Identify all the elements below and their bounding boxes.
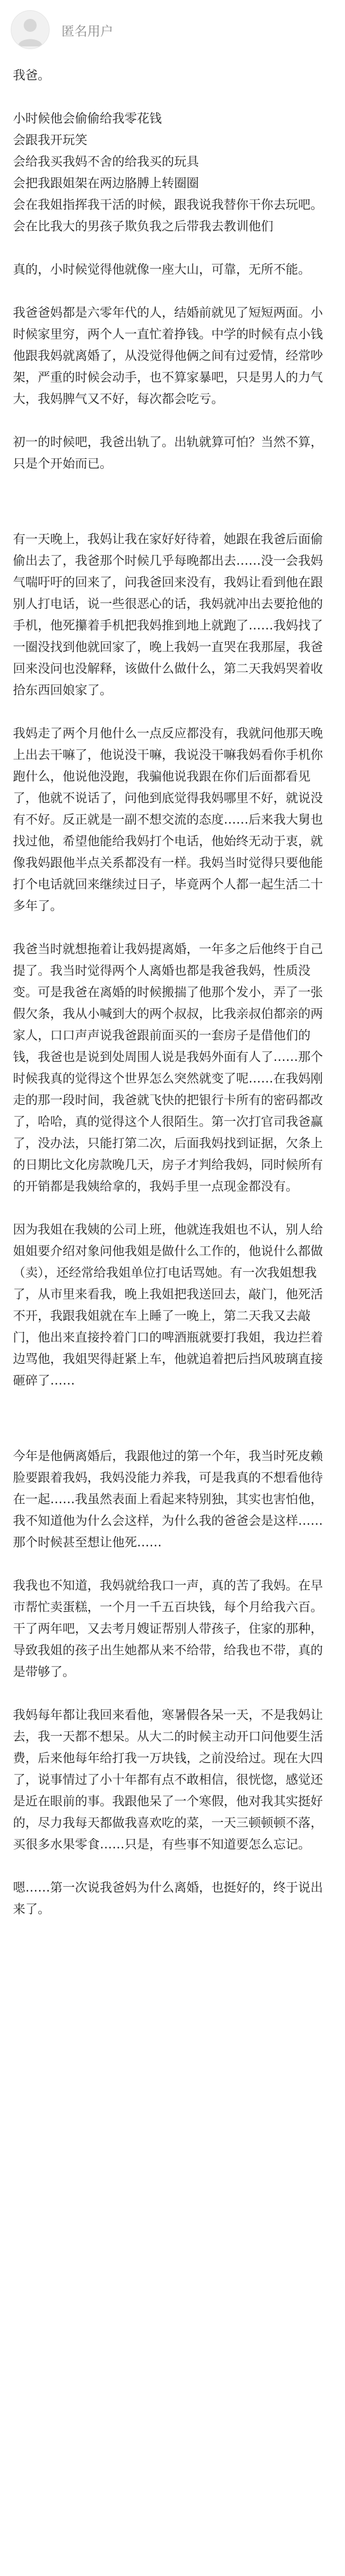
avatar[interactable] (11, 10, 50, 49)
two-months-paragraph: 我妈走了两个月他什么一点反应都没有，我就问他那天晚上出去干嘛了，他说没干嘛，我说没干嘛我妈看你手机你跑什么，他说他没跑，我骗他说我跟在你们后面都看见了，他就不说话了，问他到底觉得我妈哪里不好，就说没有不好。反正就是一副不想交流的态度……后来我大舅也找过他，希望他能给我妈打个电话，他始终无动于衷，就像我妈跟他半点关系都没有一样。我妈当时觉得只要他能打个电话就回来继续过日子，毕竟两个人都一起生活二十多年了。 (13, 727, 323, 913)
memory-line: 会在比我大的男孩子欺负我之后带我去教训他们 (13, 220, 273, 234)
sister-paragraph: 因为我姐在我姨的公司上班，他就连我姐也不认，别人给姐姐要介绍对象问他我姐是做什么工作的，他说什么都做（卖），还经常给我姐单位打电话骂她。有一次我姐想我了，从市里来看我，晚上我姐把我送回去，敲门，他死活不开，我跟我姐就在车上睡了一晚上，第二天我又去敲门，他出来直接拎着门口的啤酒瓶就要打我姐，我边拦着边骂他，我姐哭得赶紧上车，他就追着把后挡风玻璃直接砸碎了…… (13, 1223, 323, 1388)
memory-line: 小时候他会偷偷给我零花钱 (13, 112, 162, 126)
memory-line: 会给我买我妈不舍的给我买的玩具 (13, 155, 199, 169)
greeting-paragraph: 我爸。 (13, 68, 50, 83)
memory-line: 会跟我开玩笑 (13, 133, 87, 147)
living-costs-paragraph: 我妈每年都让我回来看他，寒暑假各呆一天，不是我妈让去，我一天都不想呆。从大二的时候主动开口问他要生活费，后来他每年给打我一万块钱，之前没给过。现在大四了，说事情过了小十年都有点不敢相信，很恍惚，感觉还是近在眼前的事。我跟他呆了一个寒假，他对我其实挺好的，尽力我每天都做我喜欢吃的菜，一天三顿顿顿不落，买很多水果零食……只是，有些事不知道要怎么忘记。 (13, 1708, 323, 1852)
default-user-avatar-icon (11, 11, 49, 49)
memory-line: 会把我跟姐架在两边胳膊上转圈圈 (13, 176, 199, 190)
affair-paragraph: 初一的时候吧，我爸出轨了。出轨就算可怕？当然不算，只是个开始而已。 (13, 435, 323, 471)
memory-line: 会在我姐指挥我干活的时候，跟我说我替你干你去玩吧。 (13, 198, 323, 212)
post-header (0, 0, 345, 59)
mother-work-paragraph: 我我也不知道，我妈就给我口一声，真的苦了我妈。在早市帮忙卖蛋糕，一个月一千五百块钱，每个月给我六百。干了两年吧，又去考月嫂证帮别人带孩子，住家的那种，导致我姐的孩子出生她都从来不给带，给我也不带，真的是带够了。 (13, 1579, 323, 1679)
author-name[interactable]: 匿名用户 (61, 23, 113, 39)
ending-paragraph: 嗯……第一次说我爸妈为什么离婚，也挺好的，终于说出来了。 (13, 1881, 323, 1916)
section-gap (13, 496, 332, 529)
section-gap (13, 1413, 332, 1445)
divorce-paragraph: 我爸当时就想拖着让我妈提离婚，一年多之后他终于自己提了。我当时觉得两个人离婚也都是我爸我妈，性质没变。可是我爸在离婚的时候搬揣了他那个发小，弄了一张假欠条，我从小喊到大的两个叔叔，比我亲叔伯都亲的两家人，口口声声说我爸跟前面买的一套房子是借他们的钱，我爸也是说到处周围人说是我妈外面有人了……那个时候我真的觉得这个世界怎么突然就变了呢……在我妈刚走的那一段时间，我爸就飞快的把银行卡所有的密码都改了，哈哈，真的觉得这个人很陌生。第一次打官司我爸赢了，没办法，只能打第二次，后面我妈找到证据，欠条上的日期比文化房款晚几天，房子才判给我妈，同时候所有的开销都是我姨给拿的，我妈手里一点现金都没有。 (13, 942, 323, 1194)
mountain-paragraph: 真的，小时候觉得他就像一座大山，可靠，无所不能。 (13, 263, 310, 277)
memories-paragraph (13, 108, 332, 237)
article-body (0, 59, 345, 1963)
parents-paragraph: 我爸爸妈都是六零年代的人，结婚前就见了短短两面。小时候家里穷，两个人一直忙着挣钱。中学的时候有点小钱他跟我妈就离婚了，从没觉得他俩之间有过爱情，经常吵架，严重的时候会动手，也不算家暴吧，只是男人的力气大，我妈脾气又不好，每次都会吃亏。 (13, 306, 323, 406)
night-paragraph: 有一天晚上，我妈让我在家好好待着，她跟在我爸后面偷偷出去了，我爸那个时候几乎每晚都出去……没一会我妈气喘吁吁的回来了，问我爸回来没有，我妈让看到他在跟别人打电话，说一些很恶心的话，我妈就冲出去要抢他的手机，他死攥着手机把我妈推到地上就跑了……我妈找了一圈没找到他就回家了，晚上我妈一直哭在我那屋，我爸回来没问也没解释，该做什么做什么，第二天我妈哭着收拾东西回娘家了。 (13, 532, 323, 697)
new-year-paragraph: 今年是他俩离婚后，我跟他过的第一个年，我当时死皮赖脸要跟着我妈，我妈没能力养我，可是我真的不想看他待在一起……我虽然表面上看起来特别独，其实也害怕他，我不知道他为什么会这样，为什么我的爸爸会是这样……那个时候甚至想让他死…… (13, 1449, 323, 1550)
